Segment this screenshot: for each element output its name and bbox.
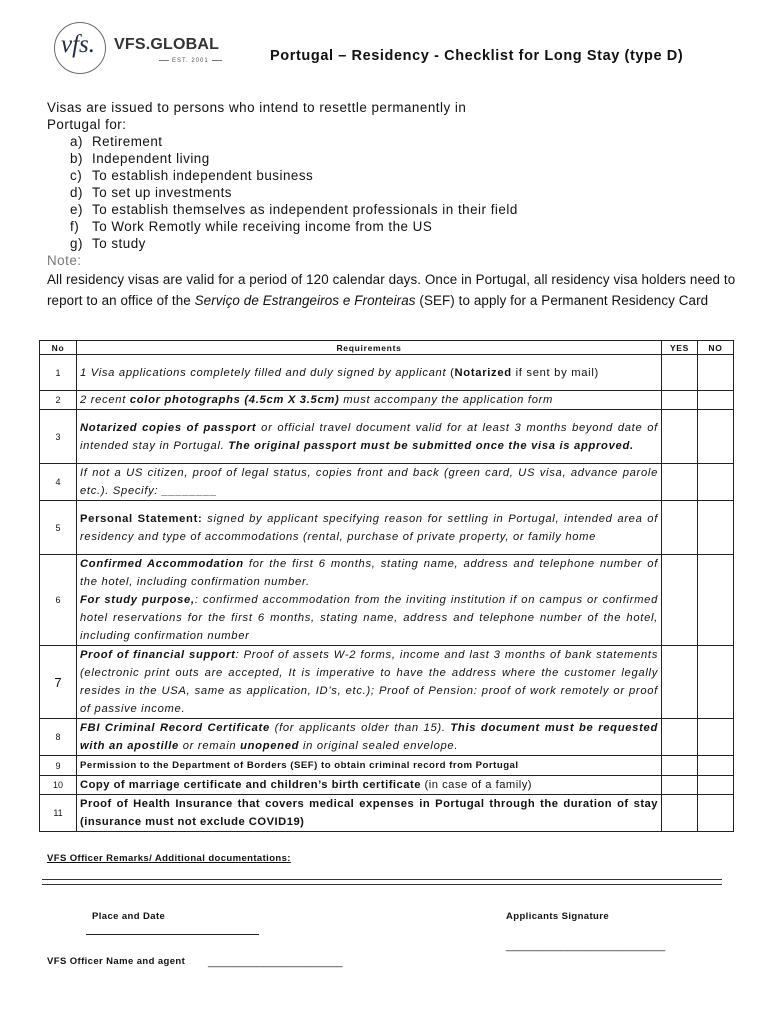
place-date-label: Place and Date xyxy=(92,911,166,922)
list-text: To establish independent business xyxy=(92,168,314,183)
list-item xyxy=(70,133,518,150)
list-item xyxy=(70,167,518,184)
officer-remarks-heading: VFS Officer Remarks/ Additional documentations: xyxy=(47,853,291,864)
no-checkbox[interactable] xyxy=(698,795,734,832)
yes-checkbox[interactable] xyxy=(662,410,698,464)
req-text: Proof of Health Insurance that covers medical expenses in Portugal through the duration of stay (insurance must not exclude COVID19) xyxy=(80,798,658,828)
logo-name: VFS.GLOBAL xyxy=(114,36,220,53)
requirement-cell xyxy=(77,646,662,719)
list-marker: g) xyxy=(70,236,83,251)
yes-checkbox[interactable] xyxy=(662,795,698,832)
row-number: 10 xyxy=(40,776,77,795)
req-text: must accompany the application form xyxy=(339,394,554,406)
row-number: 1 xyxy=(40,355,77,391)
note-text xyxy=(47,269,737,311)
list-item xyxy=(70,235,518,252)
req-text: Notarized copies of passport xyxy=(80,421,257,434)
no-checkbox[interactable] xyxy=(698,410,734,464)
requirements-table xyxy=(39,340,734,832)
requirement-cell xyxy=(77,410,662,464)
req-text: in original sealed envelope. xyxy=(299,740,459,752)
table-row xyxy=(40,391,734,410)
row-number: 6 xyxy=(40,555,77,646)
req-text: unopened xyxy=(240,740,300,752)
requirement-cell xyxy=(77,501,662,555)
req-text: (for applicants older than 15). xyxy=(269,722,451,734)
table-row xyxy=(40,776,734,795)
no-checkbox[interactable] xyxy=(698,464,734,501)
req-text: if sent by mail) xyxy=(511,366,599,379)
no-checkbox[interactable] xyxy=(698,391,734,410)
req-text: Confirmed Accommodation xyxy=(80,558,244,570)
table-row xyxy=(40,719,734,756)
requirement-cell xyxy=(77,719,662,756)
list-marker: a) xyxy=(70,134,83,149)
list-marker: d) xyxy=(70,185,83,200)
no-checkbox[interactable] xyxy=(698,501,734,555)
requirement-cell xyxy=(77,355,662,391)
list-item xyxy=(70,150,518,167)
req-text: 2 recent xyxy=(80,394,130,406)
officer-name-label: VFS Officer Name and agent xyxy=(47,956,186,967)
list-text: To Work Remotly while receiving income from the US xyxy=(92,219,433,234)
no-checkbox[interactable] xyxy=(698,756,734,776)
table-row xyxy=(40,464,734,501)
intro-text xyxy=(47,99,587,133)
yes-checkbox[interactable] xyxy=(662,555,698,646)
intro-line-2: Portugal for: xyxy=(47,117,127,132)
note-heading: Note: xyxy=(47,253,82,268)
no-checkbox[interactable] xyxy=(698,776,734,795)
applicant-signature-label: Applicants Signature xyxy=(506,911,610,922)
req-text: (in case of a family) xyxy=(420,779,533,791)
table-row xyxy=(40,355,734,391)
note-sef-name: Serviço de Estrangeiros e Fronteiras xyxy=(194,293,416,308)
header-no: No xyxy=(40,341,77,355)
req-text: The original passport must be submitted once the visa is approved. xyxy=(228,439,634,452)
logo-mark: vfs. xyxy=(61,31,96,58)
req-text: or official travel document valid for at least 3 months beyond date of intended stay in Portugal. xyxy=(80,421,658,452)
req-text: or remain xyxy=(178,740,241,752)
list-item xyxy=(70,184,518,201)
remarks-line-2[interactable] xyxy=(42,884,722,885)
requirement-cell xyxy=(77,795,662,832)
yes-checkbox[interactable] xyxy=(662,355,698,391)
req-text: Proof of financial support xyxy=(80,649,236,661)
req-text: : Proof of assets W-2 forms, income and last 3 months of bank statements (electronic print outs are accepted, It is imperative to have the address where the customer legally resides in the USA, same as application, ID’s, etc.); Proof of Pension: proof of work remotely or proof of passive income. xyxy=(80,649,658,715)
yes-checkbox[interactable] xyxy=(662,646,698,719)
req-text: Personal Statement: xyxy=(80,512,203,525)
list-marker: f) xyxy=(70,219,80,234)
list-text: To establish themselves as independent professionals in their field xyxy=(92,202,518,217)
yes-checkbox[interactable] xyxy=(662,776,698,795)
row-number: 5 xyxy=(40,501,77,555)
yes-checkbox[interactable] xyxy=(662,464,698,501)
table-row xyxy=(40,555,734,646)
row-number: 8 xyxy=(40,719,77,756)
no-checkbox[interactable] xyxy=(698,355,734,391)
row-number: 4 xyxy=(40,464,77,501)
req-text: : confirmed accommodation from the inviting institution if on campus or confirmed hotel reservations for the first 6 months, stating name, address and telephone number of the hotel, including confirmation number xyxy=(80,594,658,642)
vfs-logo xyxy=(54,22,229,74)
table-row xyxy=(40,756,734,776)
requirement-cell xyxy=(77,776,662,795)
row-number: 2 xyxy=(40,391,77,410)
note-text-part: All residency visas are valid for a period of 120 calendar days. Once in Portugal, all residency visa holders need to report to an office of the xyxy=(47,272,736,308)
header-requirements: Requirements xyxy=(77,341,662,355)
place-date-field[interactable] xyxy=(86,934,259,935)
document-title: Portugal – Residency - Checklist for Long Stay (type D) xyxy=(270,48,684,64)
no-checkbox[interactable] xyxy=(698,555,734,646)
yes-checkbox[interactable] xyxy=(662,756,698,776)
officer-name-field[interactable]: ______________________ xyxy=(208,956,343,968)
header-yes: YES xyxy=(662,341,698,355)
yes-checkbox[interactable] xyxy=(662,719,698,756)
table-row xyxy=(40,501,734,555)
req-text: 1 xyxy=(80,366,91,379)
no-checkbox[interactable] xyxy=(698,646,734,719)
row-number: 7 xyxy=(40,646,77,719)
req-text: signed by applicant specifying reason for settling in Portugal, intended area of residency and type of accommodations (rental, purchase of private property, or family home xyxy=(80,512,659,543)
row-number: 11 xyxy=(40,795,77,832)
purpose-list xyxy=(70,133,518,252)
requirement-cell xyxy=(77,464,662,501)
header-no-col: NO xyxy=(698,341,734,355)
requirement-cell xyxy=(77,391,662,410)
req-text: Notarized xyxy=(454,366,512,379)
row-number: 9 xyxy=(40,756,77,776)
req-text: Permission to the Department of Borders (SEF) to obtain criminal record from Portugal xyxy=(80,759,519,771)
no-checkbox[interactable] xyxy=(698,719,734,756)
req-text: If not a US citizen, proof of legal status, copies front and back (green card, US visa, advance parole etc.). Specify: ________ xyxy=(80,467,658,497)
req-text: This document must be requested with an apostille xyxy=(80,722,658,752)
list-marker: c) xyxy=(70,168,83,183)
yes-checkbox[interactable] xyxy=(662,391,698,410)
note-text-part: (SEF) to apply for a Permanent Residency Card xyxy=(415,293,709,308)
list-text: To study xyxy=(92,236,146,251)
req-text: ( xyxy=(446,366,455,379)
list-marker: b) xyxy=(70,151,83,166)
table-header-row xyxy=(40,341,734,355)
list-marker: e) xyxy=(70,202,83,217)
req-text: For study purpose, xyxy=(80,594,195,606)
list-text: To set up investments xyxy=(92,185,233,200)
yes-checkbox[interactable] xyxy=(662,501,698,555)
req-text: Visa applications completely filled and duly signed by applicant xyxy=(90,366,447,379)
remarks-line-1 xyxy=(42,879,722,880)
row-number: 3 xyxy=(40,410,77,464)
intro-line-1: Visas are issued to persons who intend to resettle permanently in xyxy=(47,100,467,115)
req-text: color photographs (4.5cm X 3.5cm) xyxy=(129,394,340,406)
requirement-cell xyxy=(77,756,662,776)
requirement-cell xyxy=(77,555,662,646)
applicant-signature-field[interactable]: __________________________ xyxy=(506,940,666,952)
list-text: Independent living xyxy=(92,151,210,166)
logo-established: EST. 2001 xyxy=(156,58,225,64)
table-row xyxy=(40,410,734,464)
list-item xyxy=(70,201,518,218)
list-text: Retirement xyxy=(92,134,163,149)
table-row xyxy=(40,795,734,832)
table-row xyxy=(40,646,734,719)
list-item xyxy=(70,218,518,235)
req-text: for the first 6 months, stating name, address and telephone number of the hotel, including confirmation number. xyxy=(80,558,658,588)
req-text: Copy of marriage certificate and children’s birth certificate xyxy=(80,779,421,791)
req-text: FBI Criminal Record Certificate xyxy=(80,722,270,734)
